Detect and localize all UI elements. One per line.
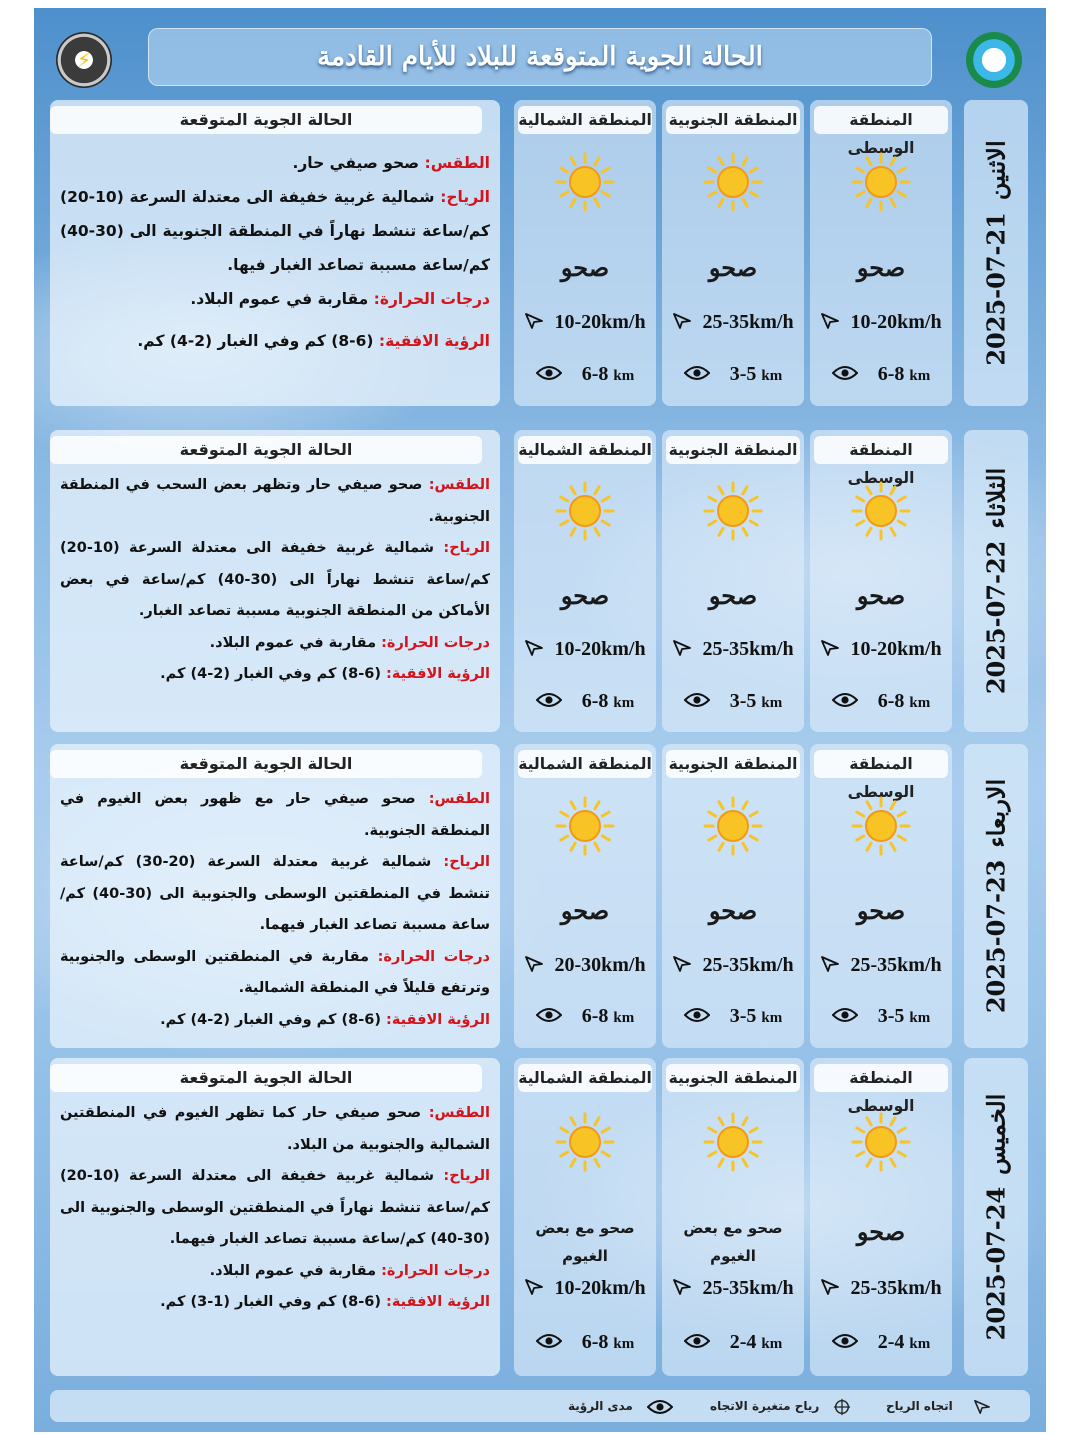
sun-icon — [703, 481, 763, 541]
sun-icon — [555, 796, 615, 856]
region-title: المنطقة الوسطى — [814, 436, 948, 464]
visibility-line: الرؤية الافقية: (6-8) كم وفي الغبار (2-4) كم. — [137, 332, 490, 350]
wind-arrow-icon — [672, 1277, 702, 1299]
sun-icon — [851, 796, 911, 856]
forecast-heading: الحالة الجوية المتوقعة — [50, 106, 482, 134]
wind-arrow-icon — [820, 954, 850, 976]
temperature-line: درجات الحرارة: مقاربة في عموم البلاد. — [209, 1262, 490, 1279]
forecast-panel — [50, 1058, 500, 1376]
wind-speed: 10-20km/h — [810, 311, 952, 334]
region-title: المنطقة الجنوبية — [666, 436, 800, 464]
day-row — [50, 1058, 1030, 1376]
region-card-central — [810, 100, 952, 406]
region-title: المنطقة الشمالية — [518, 750, 652, 778]
region-card-central — [810, 430, 952, 732]
eye-icon — [536, 363, 582, 385]
visibility-value: 3-5 km — [662, 363, 804, 386]
temperature-line: درجات الحرارة: مقاربة في عموم البلاد. — [209, 634, 490, 651]
temperature-line: درجات الحرارة: مقاربة في المنطقتين الوسطى والجنوبية وترتفع قليلاً في المنطقة الشمالية. — [60, 948, 490, 996]
condition-text: صحو — [708, 581, 758, 610]
visibility-line: الرؤية الافقية: (6-8) كم وفي الغبار (2-4) كم. — [160, 666, 490, 682]
region-card-northern — [514, 100, 656, 406]
legend-variable-wind: رياح متغيرة الاتجاه — [710, 1390, 851, 1422]
weather-line: الطقس: صحو صيفي حار وتظهر بعض السحب في المنطقة الجنوبية. — [60, 477, 490, 525]
date-panel — [964, 100, 1028, 406]
region-title: المنطقة الشمالية — [518, 1064, 652, 1092]
wind-arrow-icon — [672, 311, 702, 333]
wind-line: الرياح: شمالية غربية معتدلة السرعة (20-30) كم/ساعة تنشط في المنطقتين الوسطى والجنوبية الى (30-40) كم/ساعة مسببة تصاعد الغبار فيهما. — [60, 854, 490, 933]
wind-arrow-icon — [524, 638, 554, 660]
forecast-panel — [50, 430, 500, 732]
wind-speed: 25-35km/h — [662, 638, 804, 661]
wind-arrow-icon — [820, 311, 850, 333]
wind-line: الرياح: شمالية غربية خفيفة الى معتدلة السرعة (10-20) كم/ساعة تنشط نهاراً في المنطقتين الوسطى والجنوبية الى (30-40) كم/ساعة مسببة تصاعد الغبار فيهما. — [60, 1168, 490, 1247]
sun-icon — [555, 1112, 615, 1172]
visibility-line: الرؤية الافقية: (6-8) كم وفي الغبار (2-4) كم. — [160, 1011, 490, 1028]
sun-icon — [851, 152, 911, 212]
visibility-line: الرؤية الافقية: (6-8) كم وفي الغبار (1-3) كم. — [160, 1294, 490, 1310]
region-card-northern — [514, 430, 656, 732]
visibility-value: 2-4 km — [810, 1331, 952, 1354]
sun-icon — [555, 152, 615, 212]
region-title: المنطقة الجنوبية — [666, 106, 800, 134]
eye-icon — [647, 1399, 673, 1415]
weather-line: الطقس: صحو صيفي حار. — [292, 154, 490, 172]
forecast-text — [60, 146, 490, 358]
visibility-value: 2-4 km — [662, 1331, 804, 1354]
forecast-panel — [50, 744, 500, 1048]
eye-icon — [684, 1005, 730, 1027]
wind-arrow-icon — [973, 1399, 991, 1415]
forecast-poster — [34, 8, 1046, 1432]
legend-bar — [50, 1390, 1030, 1422]
region-title: المنطقة الشمالية — [518, 106, 652, 134]
visibility-value: 6-8 km — [810, 363, 952, 386]
wind-speed: 10-20km/h — [810, 638, 952, 661]
region-title: المنطقة الوسطى — [814, 1064, 948, 1092]
date-panel — [964, 430, 1028, 732]
region-card-northern — [514, 1058, 656, 1376]
sun-icon — [703, 1112, 763, 1172]
visibility-value: 6-8 km — [514, 690, 656, 713]
sun-icon — [851, 1112, 911, 1172]
visibility-value: 6-8 km — [810, 690, 952, 713]
day-date: 2025-07-24الخميس — [981, 1093, 1011, 1341]
day-row — [50, 100, 1030, 406]
sun-icon — [703, 152, 763, 212]
title-bar — [148, 28, 932, 86]
wind-arrow-icon — [524, 954, 554, 976]
compass-icon — [833, 1398, 851, 1416]
region-title: المنطقة الجنوبية — [666, 750, 800, 778]
date-panel — [964, 1058, 1028, 1376]
wind-arrow-icon — [524, 311, 554, 333]
condition-text: صحو — [708, 896, 758, 925]
condition-text: صحو مع بعض الغيوم — [535, 1219, 635, 1265]
day-date: 2025-07-22الثلاثاء — [981, 467, 1011, 695]
region-card-central — [810, 744, 952, 1048]
day-row — [50, 744, 1030, 1048]
region-card-southern — [662, 100, 804, 406]
forecast-text — [60, 470, 490, 691]
forecast-heading: الحالة الجوية المتوقعة — [50, 436, 482, 464]
eye-icon — [684, 1331, 730, 1353]
forecast-heading: الحالة الجوية المتوقعة — [50, 1064, 482, 1092]
visibility-value: 3-5 km — [810, 1005, 952, 1028]
wind-speed: 20-30km/h — [514, 954, 656, 977]
wind-speed: 10-20km/h — [514, 311, 656, 334]
forecast-panel — [50, 100, 500, 406]
condition-text: صحو — [856, 253, 906, 282]
forecast-heading: الحالة الجوية المتوقعة — [50, 750, 482, 778]
eye-icon — [832, 1331, 878, 1353]
temperature-line: درجات الحرارة: مقاربة في عموم البلاد. — [190, 290, 490, 308]
condition-text: صحو — [560, 896, 610, 925]
region-card-southern — [662, 744, 804, 1048]
sun-icon — [703, 796, 763, 856]
wind-arrow-icon — [820, 1277, 850, 1299]
eye-icon — [536, 1005, 582, 1027]
legend-wind-direction: اتجاه الرياح — [886, 1390, 991, 1422]
wind-speed: 25-35km/h — [810, 954, 952, 977]
visibility-value: 6-8 km — [514, 1331, 656, 1354]
forecast-text — [60, 784, 490, 1036]
region-title: المنطقة الوسطى — [814, 750, 948, 778]
forecast-text — [60, 1098, 490, 1319]
condition-text: صحو — [560, 581, 610, 610]
wind-arrow-icon — [524, 1277, 554, 1299]
condition-text: صحو — [856, 896, 906, 925]
visibility-value: 3-5 km — [662, 690, 804, 713]
wind-line: الرياح: شمالية غربية خفيفة الى معتدلة السرعة (10-20) كم/ساعة تنشط نهاراً في المنطقة الجنوبية الى (30-40) كم/ساعة مسببة تصاعد الغبار فيها. — [60, 188, 490, 274]
region-card-northern — [514, 744, 656, 1048]
region-card-southern — [662, 1058, 804, 1376]
wind-speed: 25-35km/h — [662, 954, 804, 977]
wind-arrow-icon — [820, 638, 850, 660]
condition-text: صحو — [856, 581, 906, 610]
region-title: المنطقة الشمالية — [518, 436, 652, 464]
day-date: 2025-07-23الاربعاء — [981, 778, 1011, 1014]
wind-speed: 10-20km/h — [514, 1277, 656, 1300]
page-title: الحالة الجوية المتوقعة للبلاد للأيام القادمة — [317, 42, 763, 72]
sun-icon — [851, 481, 911, 541]
legend-visibility-range: مدى الرؤية — [568, 1390, 673, 1422]
wind-speed: 25-35km/h — [662, 311, 804, 334]
eye-icon — [536, 1331, 582, 1353]
wind-line: الرياح: شمالية غربية خفيفة الى معتدلة السرعة (10-20) كم/ساعة تنشط نهاراً الى (30-40) كم/ساعة في بعض الأماكن من المنطقة الجنوبية مسببة تصاعد الغبار. — [60, 540, 490, 619]
region-card-central — [810, 1058, 952, 1376]
eye-icon — [684, 363, 730, 385]
eye-icon — [832, 363, 878, 385]
eye-icon — [684, 690, 730, 712]
region-title: المنطقة الوسطى — [814, 106, 948, 134]
region-card-southern — [662, 430, 804, 732]
condition-text: صحو — [560, 253, 610, 282]
visibility-value: 6-8 km — [514, 1005, 656, 1028]
condition-text: صحو — [708, 253, 758, 282]
sun-icon — [555, 481, 615, 541]
meteorology-authority-logo: ☁ — [966, 32, 1022, 88]
condition-text: صحو مع بعض الغيوم — [683, 1219, 783, 1265]
eye-icon — [832, 1005, 878, 1027]
eye-icon — [832, 690, 878, 712]
weather-line: الطقس: صحو صيفي حار كما تظهر الغيوم في المنطقتين الشمالية والجنوبية من البلاد. — [60, 1105, 490, 1153]
eye-icon — [536, 690, 582, 712]
visibility-value: 6-8 km — [514, 363, 656, 386]
visibility-value: 3-5 km — [662, 1005, 804, 1028]
day-date: 2025-07-21الاثنين — [981, 140, 1011, 366]
region-title: المنطقة الجنوبية — [666, 1064, 800, 1092]
condition-text: صحو — [856, 1217, 906, 1246]
wind-arrow-icon — [672, 638, 702, 660]
wind-speed: 25-35km/h — [662, 1277, 804, 1300]
forecast-center-logo: ⚡ — [56, 32, 112, 88]
weather-line: الطقس: صحو صيفي حار مع ظهور بعض الغيوم في المنطقة الجنوبية. — [60, 791, 490, 839]
wind-speed: 25-35km/h — [810, 1277, 952, 1300]
day-row — [50, 430, 1030, 732]
wind-arrow-icon — [672, 954, 702, 976]
wind-speed: 10-20km/h — [514, 638, 656, 661]
date-panel — [964, 744, 1028, 1048]
